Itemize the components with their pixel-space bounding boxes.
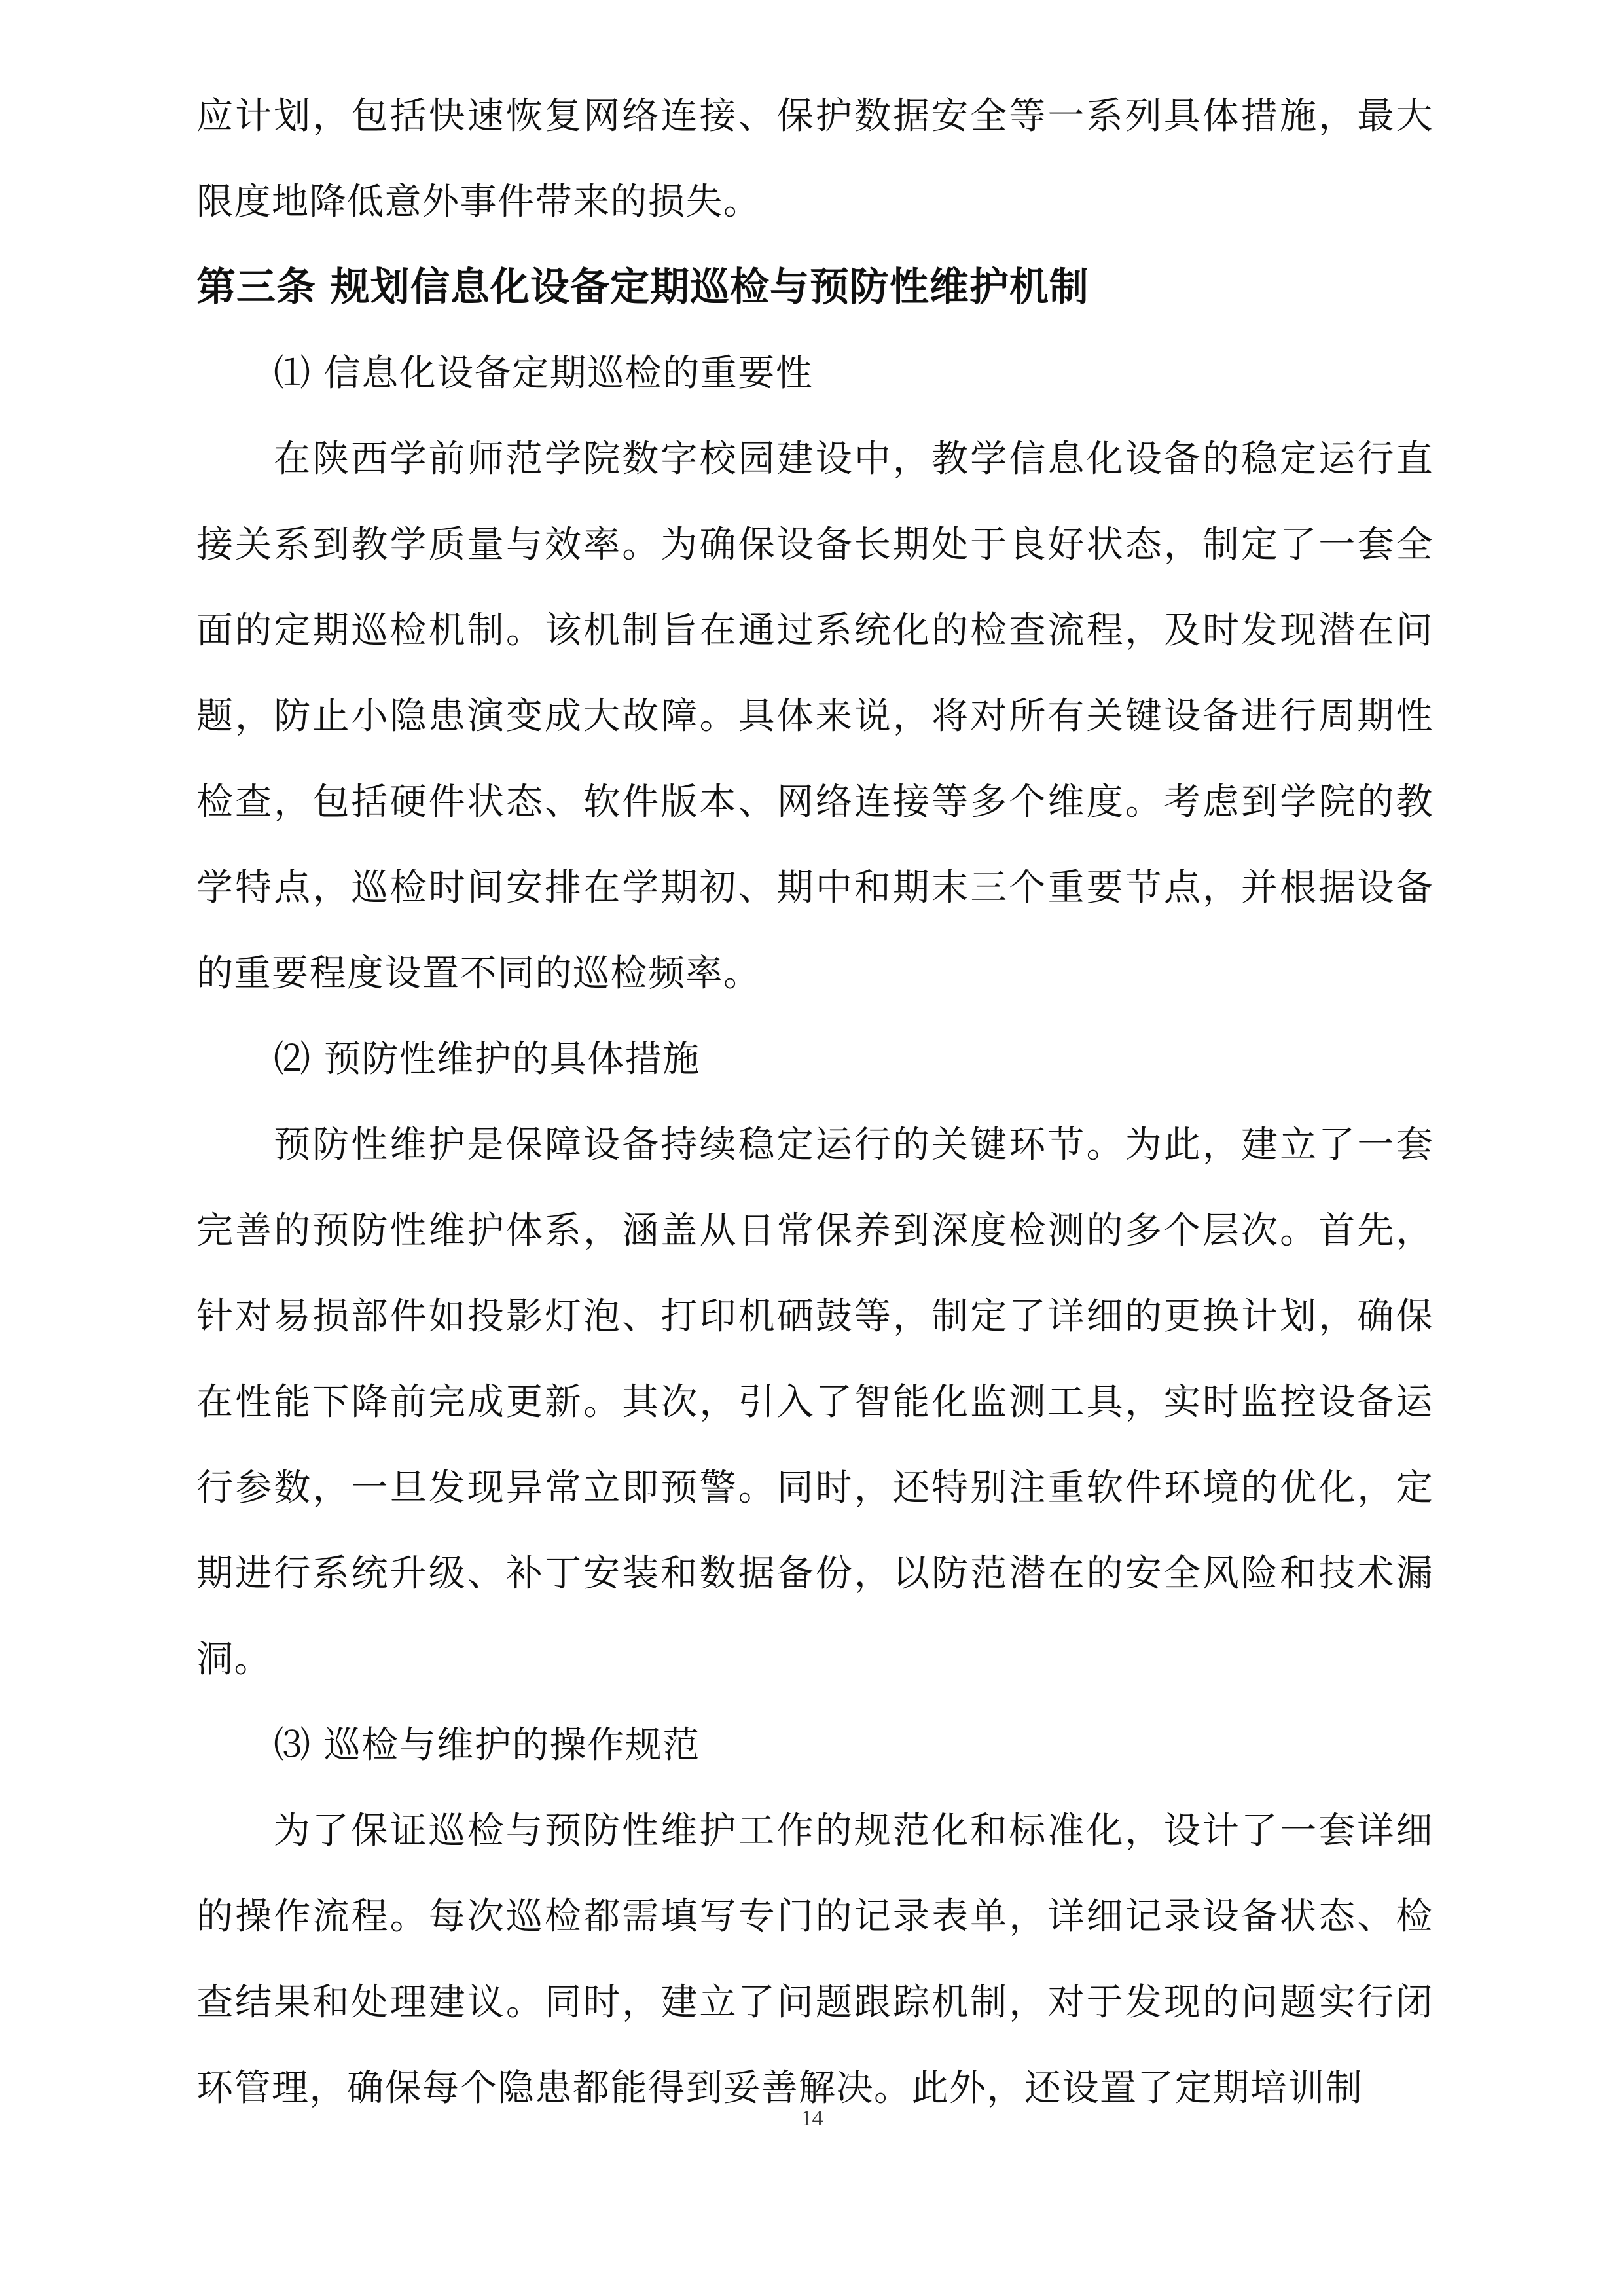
section-heading: 第三条 规划信息化设备定期巡检与预防性维护机制	[196, 264, 1089, 310]
subheading-3: ⑶ 巡检与维护的操作规范	[274, 1724, 700, 1767]
paragraph-1: 在陕西学前师范学院数字校园建设中，教学信息化设备的稳定运行直接关系到教学质量与效率。为确保设备长期处于良好状态，制定了一套全面的定期巡检机制。该机制旨在通过系统化的检查流程，及时发现潜在问题，防止小隐患演变成大故障。具体来说，将对所有关键设备进行周期性检查，包括硬件状态、软件版本、网络连接等多个维度。考虑到学院的教学特点，巡检时间安排在学期初、期中和期末三个重要节点，并根据设备的重要程度设置不同的巡检频率。	[196, 438, 1434, 995]
paragraph-2: 预防性维护是保障设备持续稳定运行的关键环节。为此，建立了一套完善的预防性维护体系，涵盖从日常保养到深度检测的多个层次。首先，针对易损部件如投影灯泡、打印机硒鼓等，制定了详细的更换计划，确保在性能下降前完成更新。其次，引入了智能化监测工具，实时监控设备运行参数，一旦发现异常立即预警。同时，还特别注重软件环境的优化，定期进行系统升级、补丁安装和数据备份，以防范潜在的安全风险和技术漏洞。	[196, 1124, 1434, 1681]
paragraph-continuation: 应计划，包括快速恢复网络连接、保护数据安全等一系列具体措施，最大限度地降低意外事件带来的损失。	[196, 95, 1434, 223]
body-text	[196, 73, 1434, 2131]
subheading-2: ⑵ 预防性维护的具体措施	[274, 1038, 700, 1081]
paragraph-3: 为了保证巡检与预防性维护工作的规范化和标准化，设计了一套详细的操作流程。每次巡检都需填写专门的记录表单，详细记录设备状态、检查结果和处理建议。同时，建立了问题跟踪机制，对于发现的问题实行闭环管理，确保每个隐患都能得到妥善解决。此外，还设置了定期培训制	[196, 1810, 1434, 2109]
page-number: 14	[801, 2106, 823, 2130]
subheading-1: ⑴ 信息化设备定期巡检的重要性	[274, 352, 814, 395]
